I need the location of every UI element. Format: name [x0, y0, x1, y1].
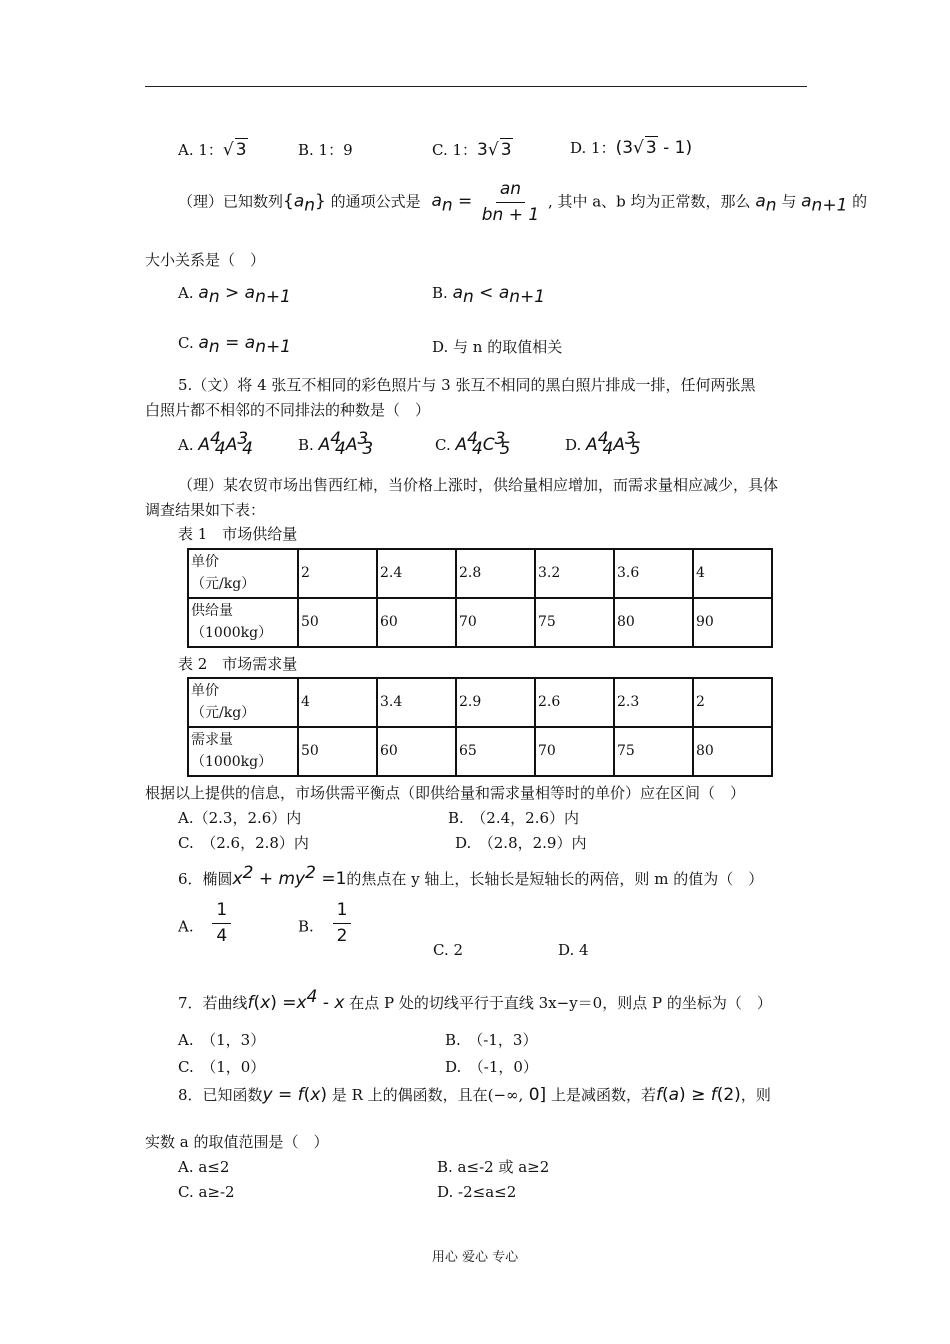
q5li-line1: （理）某农贸市场出售西红柿，当价格上涨时，供给量相应增加，而需求量相应减少，具体: [178, 476, 779, 494]
table-cell: 2: [298, 549, 377, 598]
header-rule: [145, 86, 807, 87]
q5-option-a: A. $A^4_4A^3_4$: [178, 429, 253, 459]
q5-line2: 白照片都不相邻的不同排法的种数是（ ）: [145, 401, 431, 419]
q6-line: 6．椭圆$x^2 + my^2 =1$的焦点在 y 轴上，长轴长是短轴长的两倍，则 m 的值为（ ）: [178, 863, 764, 889]
table-cell: 2.6: [535, 678, 614, 727]
q6-option-c: C. 2: [433, 941, 464, 959]
q8-line2: 实数 a 的取值范围是（ ）: [145, 1133, 329, 1151]
table-cell: 80: [614, 598, 693, 647]
q5-line1: 5.（文）将 4 张互不相同的彩色照片与 3 张互不相同的黑白照片排成一排，任何两张黑: [178, 376, 756, 394]
seq-option-b: B. $a_n < a_{n+1}$: [432, 283, 546, 307]
table-cell: 60: [377, 727, 456, 776]
prev-option-c: C. 1：3√ 3: [432, 140, 512, 160]
table-cell: 4: [693, 549, 772, 598]
seq-option-d: D. 与 n 的取值相关: [432, 338, 563, 356]
q8-line1: 8．已知函数y = f(x) 是 R 上的偶函数，且在(−∞, 0] 上是减函数，若f(a) ≥ f(2)，则: [178, 1085, 771, 1105]
table-row: [188, 549, 772, 598]
q8-option-b: B. a≤-2 或 a≥2: [437, 1158, 550, 1176]
table-cell: 50: [298, 727, 377, 776]
table1-title: 表 1 市场供给量: [178, 525, 298, 543]
supply-table: [187, 548, 773, 648]
q7-option-b: B. （-1，3）: [445, 1031, 538, 1049]
table-head-cell: 需求量 （1000kg）: [188, 727, 298, 776]
table-cell: 2.4: [377, 549, 456, 598]
table-cell: 3.6: [614, 549, 693, 598]
q5li-option-b: B. （2.4，2.6）内: [448, 809, 580, 827]
prev-option-a: A. 1：√ 3: [178, 140, 247, 160]
page-footer: 用心 爱心 专心: [431, 1250, 519, 1265]
seq-question-line1: （理）已知数列$\{a_n\}$ 的通项公式是 $a_n$ = $\frac{an}{bn + 1}$ , 其中 a、b 均为正常数，那么 $a_n$ 与 $a_{n+1}$ 的: [178, 179, 868, 225]
q5li-line2: 调查结果如下表：: [145, 501, 266, 519]
q6-option-d: D. 4: [558, 941, 589, 959]
table-cell: 2.8: [456, 549, 535, 598]
table-cell: 60: [377, 598, 456, 647]
table-cell: 90: [693, 598, 772, 647]
table-head-cell: 单价 （元/kg）: [188, 678, 298, 727]
q5li-option-c: C. （2.6，2.8）内: [178, 834, 309, 852]
seq-question-line2: 大小关系是（ ）: [145, 251, 266, 269]
table-cell: 3.2: [535, 549, 614, 598]
q5li-option-d: D. （2.8，2.9）内: [455, 834, 587, 852]
table-head-cell: 供给量 （1000kg）: [188, 598, 298, 647]
table-row: [188, 727, 772, 776]
table-cell: 70: [535, 727, 614, 776]
q8-option-d: D. -2≤a≤2: [437, 1183, 517, 1201]
table-cell: 50: [298, 598, 377, 647]
seq-formula-fraction: $\frac{an}{bn + 1}$: [481, 179, 540, 225]
table-cell: 80: [693, 727, 772, 776]
table-cell: 75: [614, 727, 693, 776]
q7-option-a: A. （1，3）: [178, 1031, 266, 1049]
seq-option-a: A. $a_n > a_{n+1}$: [178, 283, 291, 307]
table-cell: 2.3: [614, 678, 693, 727]
q5li-question: 根据以上提供的信息，市场供需平衡点（即供给量和需求量相等时的单价）应在区间（ ）: [145, 784, 746, 802]
table-row: [188, 598, 772, 647]
q6-option-b: B. $\frac{1}{2}$: [298, 907, 351, 948]
table-cell: 4: [298, 678, 377, 727]
table-cell: 75: [535, 598, 614, 647]
q6-option-a: A. $\frac{1}{4}$: [178, 907, 231, 948]
prev-option-b: B. 1：9: [298, 141, 353, 159]
q8-option-a: A. a≤2: [178, 1158, 230, 1176]
seq-option-c: C. $a_n = a_{n+1}$: [178, 333, 292, 357]
table-row: [188, 678, 772, 727]
demand-table: [187, 677, 773, 777]
table-cell: 2: [693, 678, 772, 727]
table2-title: 表 2 市场需求量: [178, 655, 298, 673]
table-head-cell: 单价 （元/kg）: [188, 549, 298, 598]
table-cell: 70: [456, 598, 535, 647]
q5-option-b: B. $A^4_4A^3_3$: [298, 429, 374, 459]
q7-line: 7．若曲线$f(x) =x^4 - x$ 在点 P 处的切线平行于直线 3x−y＝0，则点 P 的坐标为（ ）: [178, 987, 772, 1013]
prev-option-d: D. 1：(3√ 3 - 1): [570, 138, 693, 158]
q5-option-c: C. $A^4_4C^3_5$: [435, 429, 511, 459]
table-cell: 2.9: [456, 678, 535, 727]
q7-option-d: D. （-1，0）: [445, 1058, 538, 1076]
table-cell: 65: [456, 727, 535, 776]
q7-option-c: C. （1，0）: [178, 1058, 266, 1076]
table-cell: 3.4: [377, 678, 456, 727]
q8-option-c: C. a≥-2: [178, 1183, 235, 1201]
q5li-option-a: A.（2.3，2.6）内: [178, 809, 302, 827]
q5-option-d: D. $A^4_4A^3_5$: [565, 429, 641, 459]
